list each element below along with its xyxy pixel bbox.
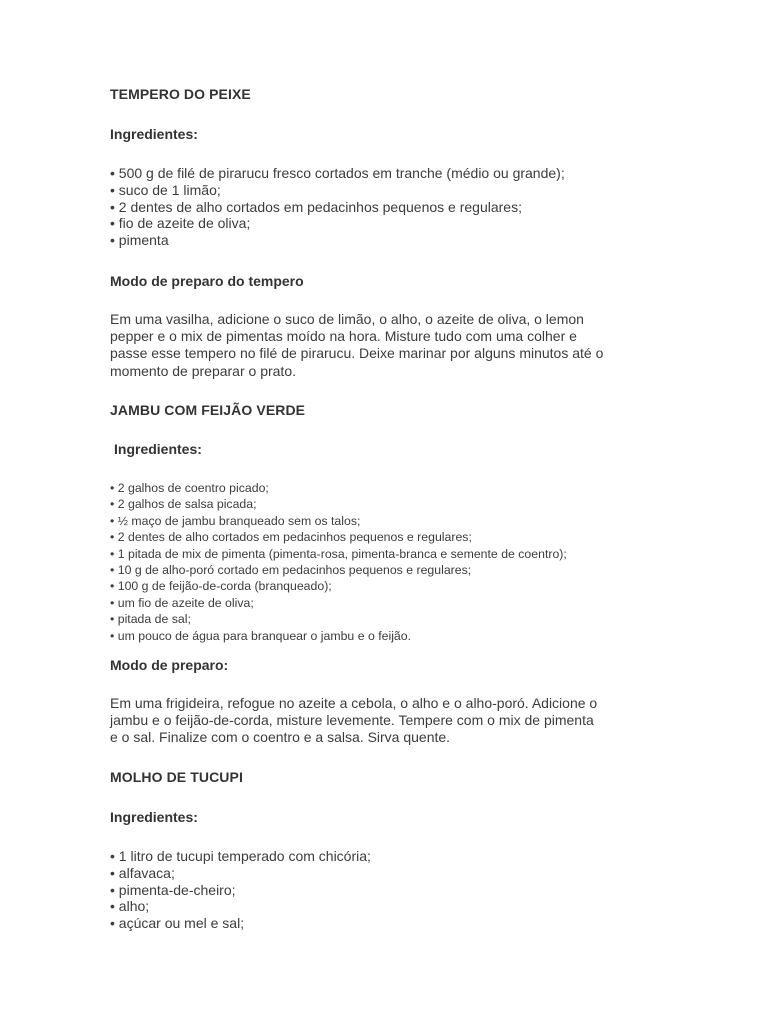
list-item: • pitada de sal; [110,611,567,627]
list-item: • 2 dentes de alho cortados em pedacinhos pequenos e regulares; [110,529,567,545]
list-item: • 2 dentes de alho cortados em pedacinhos pequenos e regulares; [110,199,565,216]
ingredients-heading: Ingredientes: [110,809,198,825]
ingredients-list [110,848,371,932]
text-line: Em uma vasilha, adicione o suco de limão, o alho, o azeite de oliva, o lemon [110,311,584,327]
ingredients-list [110,480,567,644]
list-item: • alho; [110,898,371,915]
text-line: passe esse tempero no filé de pirarucu. Deixe marinar por alguns minutos até o [110,345,604,362]
list-item: • 100 g de feijão-de-corda (branqueado); [110,578,567,594]
text-line: jambu e o feijão-de-corda, misture levemente. Tempere com o mix de pimenta [110,712,594,729]
recipe-title-jambu-com-feijao-verde: JAMBU COM FEIJÃO VERDE [110,402,306,418]
method-heading: Modo de preparo: [110,657,229,673]
list-item: • pimenta-de-cheiro; [110,882,371,899]
ingredients-heading: Ingredientes: [114,441,202,457]
method-heading: Modo de preparo do tempero [110,273,304,289]
text-line: momento de preparar o prato. [110,362,296,379]
method-paragraph [110,311,660,380]
ingredients-list [110,165,565,249]
method-paragraph [110,695,660,747]
list-item: • um pouco de água para branquear o jambu e o feijão. [110,628,567,644]
list-item: • fio de azeite de oliva; [110,215,565,232]
list-item: • 2 galhos de coentro picado; [110,480,567,496]
text-line: pepper e o mix de pimentas moído na hora. Misture tudo com uma colher e [110,328,577,345]
list-item: • 1 litro de tucupi temperado com chicória; [110,848,371,865]
list-item: • pimenta [110,232,565,249]
list-item: • 2 galhos de salsa picada; [110,496,567,512]
list-item: • ½ maço de jambu branqueado sem os talos; [110,513,567,529]
list-item: • 10 g de alho-poró cortado em pedacinhos pequenos e regulares; [110,562,567,578]
list-item: • alfavaca; [110,865,371,882]
text-line: e o sal. Finalize com o coentro e a salsa. Sirva quente. [110,729,451,746]
recipe-title-tempero-do-peixe: TEMPERO DO PEIXE [110,86,251,102]
list-item: • suco de 1 limão; [110,182,565,199]
list-item: • um fio de azeite de oliva; [110,595,567,611]
list-item: • 500 g de filé de pirarucu fresco cortados em tranche (médio ou grande); [110,165,565,182]
text-line: Em uma frigideira, refogue no azeite a cebola, o alho e o alho-poró. Adicione o [110,695,598,711]
list-item: • 1 pitada de mix de pimenta (pimenta-rosa, pimenta-branca e semente de coentro); [110,546,567,562]
recipe-title-molho-de-tucupi: MOLHO DE TUCUPI [110,769,243,785]
list-item: • açúcar ou mel e sal; [110,915,371,932]
ingredients-heading: Ingredientes: [110,126,198,142]
